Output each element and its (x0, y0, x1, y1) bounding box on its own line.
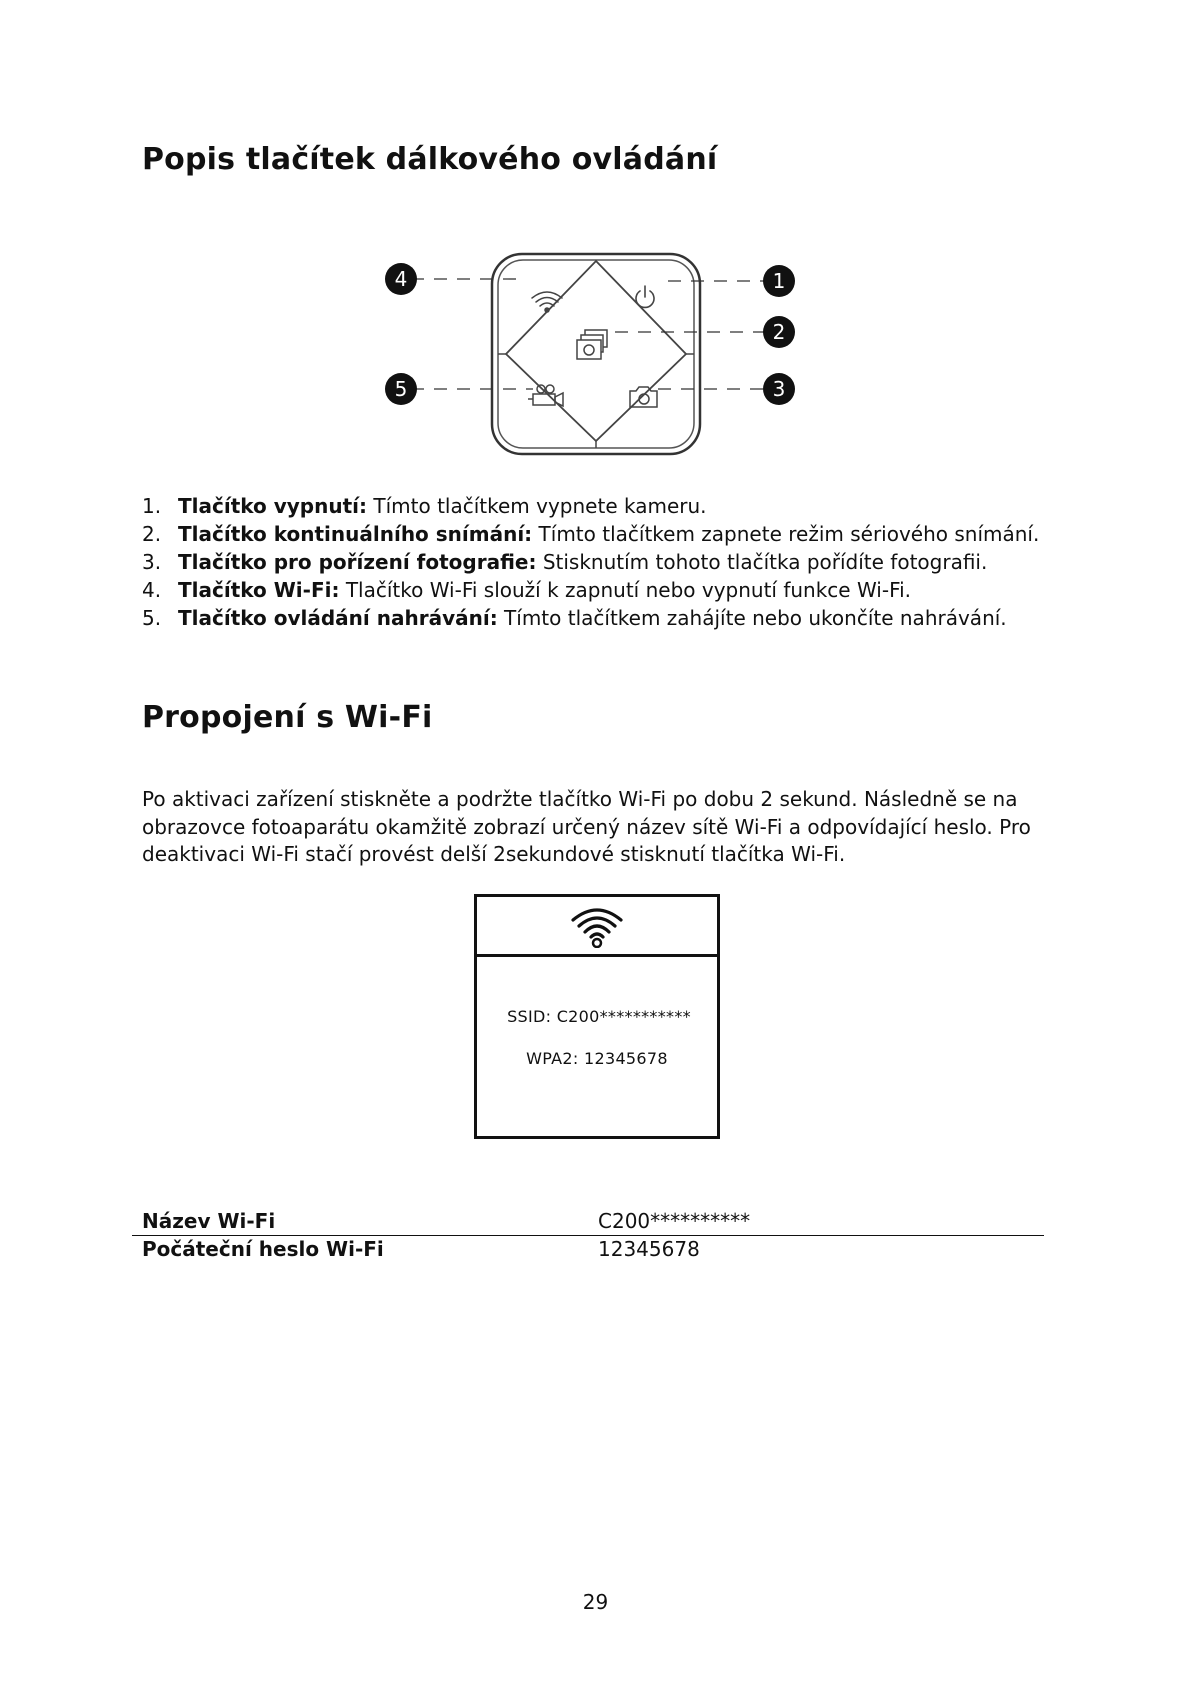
list-item-term: Tlačítko kontinuálního snímání: (178, 522, 533, 546)
table-value: C200********** (588, 1208, 1044, 1236)
list-item: 2. Tlačítko kontinuálního snímání: Tímto tlačítkem zapnete režim sériového snímání. (142, 522, 1040, 546)
svg-text:4: 4 (394, 267, 408, 291)
list-item-desc: Tímto tlačítkem zahájíte nebo ukončíte nahrávání. (497, 606, 1007, 630)
callout-4 (385, 263, 417, 295)
svg-text:5: 5 (394, 377, 408, 401)
table-value: 12345678 (598, 1237, 700, 1261)
wifi-icon (569, 904, 625, 948)
wpa-value: 12345678 (584, 1049, 668, 1068)
callout-1 (763, 265, 795, 297)
section-heading-wifi: Propojení s Wi-Fi (142, 700, 433, 735)
callout-5 (385, 373, 417, 405)
wifi-credentials-table (132, 1208, 1044, 1263)
svg-text:1: 1 (772, 269, 786, 293)
list-item-desc: Stisknutím tohoto tlačítka pořídíte fotografii. (536, 550, 988, 574)
list-item-desc: Tímto tlačítkem zapnete režim sériového snímání. (532, 522, 1040, 546)
wpa-line (477, 1049, 717, 1068)
table-row (132, 1236, 1044, 1264)
ssid-value: C200*********** (556, 1007, 691, 1026)
page-number: 29 (582, 1590, 609, 1614)
list-item: 3. Tlačítko pro pořízení fotografie: Stisknutím tohoto tlačítka pořídíte fotografii. (142, 550, 988, 574)
button-description-list (142, 492, 1039, 632)
list-item-term: Tlačítko pro pořízení fotografie: (178, 550, 537, 574)
callout-3 (763, 373, 795, 405)
list-item-term: Tlačítko vypnutí: (178, 494, 368, 518)
list-item-term: Tlačítko Wi-Fi: (178, 578, 340, 602)
callout-2 (763, 316, 795, 348)
wifi-instructions-paragraph: Po aktivaci zařízení stiskněte a podržte tlačítko Wi-Fi po dobu 2 sekund. Následně se na obrazovce fotoaparátu okamžitě zobrazí určený název sítě Wi-Fi a odpovídající heslo. Pro deaktivaci Wi-Fi stačí provést delší 2sekundové stisknutí tlačítka Wi-Fi. (142, 787, 1031, 866)
list-item-term: Tlačítko ovládání nahrávání: (178, 606, 498, 630)
camera-screen-diagram (474, 894, 720, 1139)
list-item-desc: Tímto tlačítkem vypnete kameru. (367, 494, 707, 518)
ssid-line (477, 1007, 719, 1026)
remote-diagram (385, 250, 815, 460)
table-key: Název Wi-Fi (132, 1208, 588, 1236)
svg-text:3: 3 (772, 377, 786, 401)
ssid-label: SSID: (507, 1007, 552, 1026)
list-item: 4. Tlačítko Wi-Fi: Tlačítko Wi-Fi slouží k zapnutí nebo vypnutí funkce Wi-Fi. (142, 578, 912, 602)
svg-text:2: 2 (772, 320, 786, 344)
screen-header (477, 897, 717, 957)
wpa-label: WPA2: (526, 1049, 579, 1068)
list-item: 1. Tlačítko vypnutí: Tímto tlačítkem vypnete kameru. (142, 494, 707, 518)
list-item-desc: Tlačítko Wi-Fi slouží k zapnutí nebo vypnutí funkce Wi-Fi. (339, 578, 912, 602)
section-heading-remote: Popis tlačítek dálkového ovládání (142, 142, 718, 177)
list-item: 5. Tlačítko ovládání nahrávání: Tímto tlačítkem zahájíte nebo ukončíte nahrávání. (142, 606, 1007, 630)
table-row (132, 1208, 1044, 1236)
table-key: Počáteční heslo Wi-Fi (142, 1237, 384, 1261)
